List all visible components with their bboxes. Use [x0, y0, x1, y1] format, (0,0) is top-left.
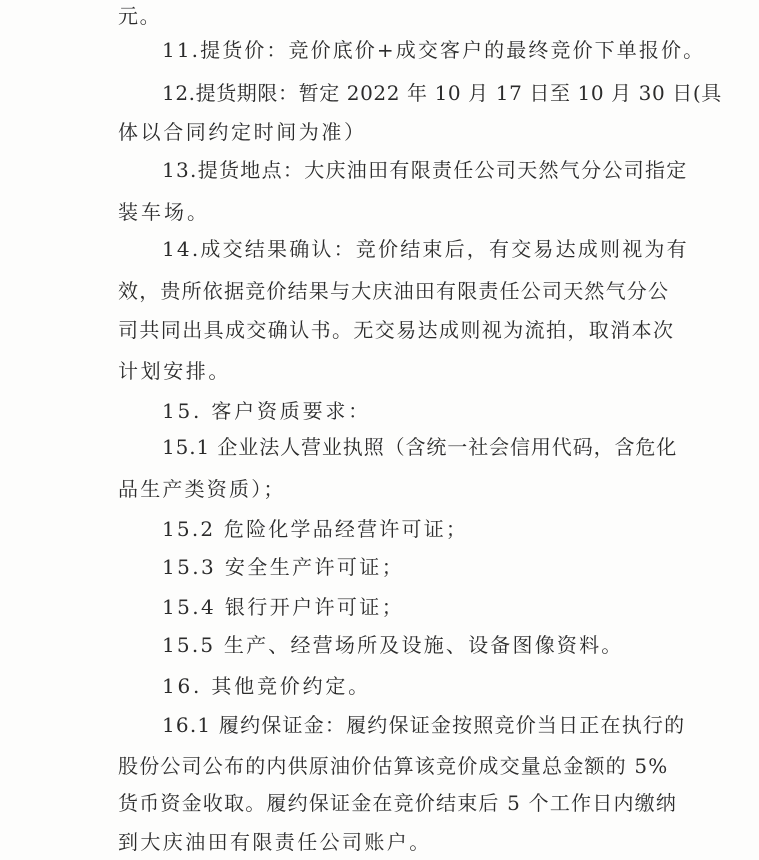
text-line: 元。 [118, 4, 162, 28]
text-line: 15. 客户资质要求： [162, 399, 371, 423]
text-line: 品生产类资质）； [118, 477, 286, 501]
text-line: 11.提货价：竞价底价+成交客户的最终竞价下单报价。 [162, 38, 706, 62]
text-line: 股份公司公布的内供原油价估算该竞价成交量总金额的 5% [118, 754, 669, 778]
text-line: 15.4 银行开户许可证； [162, 595, 405, 619]
text-line: 效，贵所依据竞价结果与大庆油田有限责任公司天然气分公 [118, 279, 670, 303]
text-line: 货币资金收取。履约保证金在竞价结束后 5 个工作日内缴纳 [118, 791, 678, 815]
text-line: 15.5 生产、经营场所及设施、设备图像资料。 [162, 633, 624, 657]
text-line: 12.提货期限：暂定 2022 年 10 月 17 日至 10 月 30 日(具 [162, 81, 722, 105]
text-line: 16. 其他竞价约定。 [162, 674, 371, 698]
text-line: 15.3 安全生产许可证； [162, 555, 405, 579]
text-line: 16.1 履约保证金：履约保证金按照竞价当日正在执行的 [162, 713, 686, 737]
text-line: 15.1 企业法人营业执照（含统一社会信用代码，含危化 [162, 435, 678, 459]
text-line: 体以合同约定时间为准） [118, 120, 367, 144]
text-line: 15.2 危险化学品经营许可证； [162, 517, 469, 541]
text-line: 装车场。 [118, 200, 210, 224]
text-line: 计划安排。 [118, 359, 231, 383]
text-line: 13.提货地点：大庆油田有限责任公司天然气分公司指定 [162, 158, 688, 182]
text-line: 到大庆油田有限责任公司账户。 [118, 830, 432, 854]
text-line: 司共同出具成交确认书。无交易达成则视为流拍，取消本次 [118, 318, 675, 342]
text-line: 14.成交结果确认：竞价结束后，有交易达成则视为有 [162, 237, 689, 261]
